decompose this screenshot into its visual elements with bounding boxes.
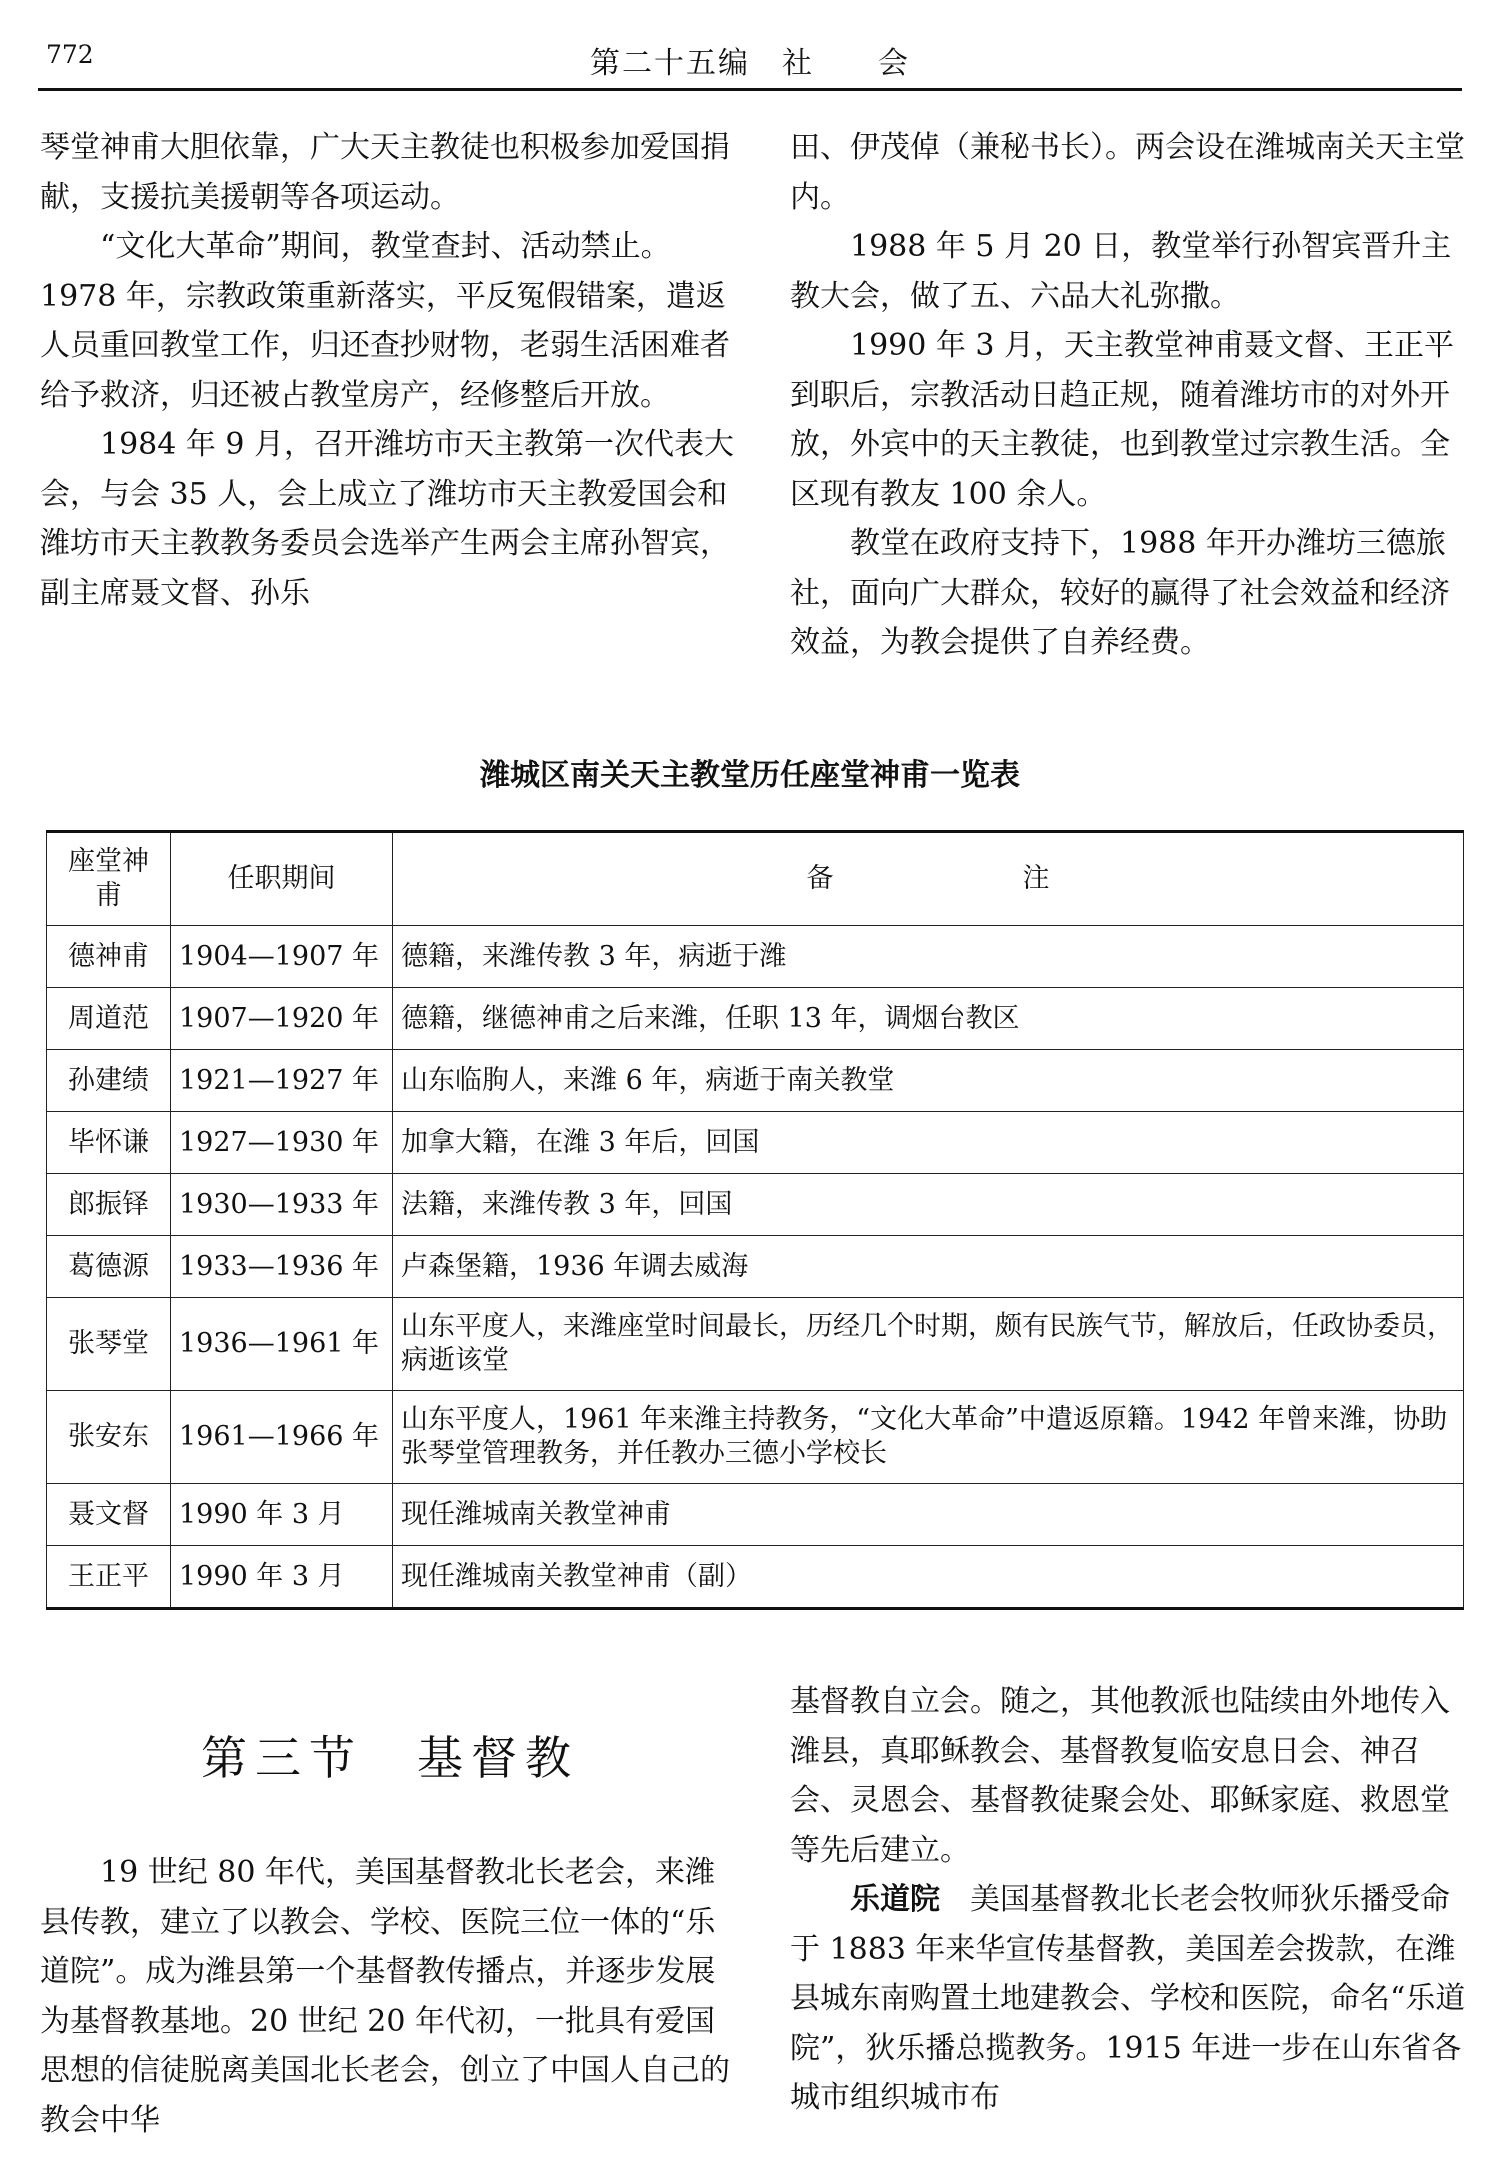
table-row [47, 1112, 1464, 1174]
table-row [47, 1546, 1464, 1609]
paragraph: 基督教自立会。随之，其他教派也陆续由外地传入潍县，真耶稣教会、基督教复临安息日会、神召会、灵恩会、基督教徒聚会处、耶稣家庭、救恩堂等先后建立。 [790, 1684, 1450, 1868]
table-header-row [47, 832, 1464, 926]
remark: 现任潍城南关教堂神甫（副） [393, 1546, 1464, 1609]
column-header: 座堂神甫 [47, 832, 171, 926]
header-rule [38, 88, 1462, 91]
tenure-period: 1961—1966 年 [171, 1391, 393, 1484]
remark: 法籍，来潍传教 3 年，回国 [393, 1174, 1464, 1236]
remark: 山东临朐人，来潍 6 年，病逝于南关教堂 [393, 1050, 1464, 1112]
paragraph: 琴堂神甫大胆依靠，广大天主教徒也积极参加爱国捐献，支援抗美援朝等各项运动。 [40, 130, 730, 215]
priest-name: 德神甫 [47, 926, 171, 988]
tenure-period: 1907—1920 年 [171, 988, 393, 1050]
page-number: 772 [46, 40, 94, 69]
priest-name: 郎振铎 [47, 1174, 171, 1236]
remark: 现任潍城南关教堂神甫 [393, 1484, 1464, 1546]
priest-name: 王正平 [47, 1546, 171, 1609]
table-row [47, 1391, 1464, 1484]
priest-name: 毕怀谦 [47, 1112, 171, 1174]
tenure-period: 1990 年 3 月 [171, 1484, 393, 1546]
remark: 山东平度人，来潍座堂时间最长，历经几个时期，颇有民族气节，解放后，任政协委员，病逝该堂 [393, 1298, 1464, 1391]
tenure-period: 1990 年 3 月 [171, 1546, 393, 1609]
lower-right-column [790, 1677, 1470, 2123]
running-head: 第二十五编 社 会 [590, 46, 910, 81]
entry-text: 美国基督教北长老会牧师狄乐播受命于 1883 年来华宣传基督教，美国差会拨款，在潍县城东南购置土地建教会、学校和医院，命名“乐道院”，狄乐播总揽教务。1915 年进一步在山东省各城市组织城市布 [790, 1882, 1466, 2115]
paragraph: “文化大革命”期间，教堂查封、活动禁止。1978 年，宗教政策重新落实，平反冤假错案，遣返人员重回教堂工作，归还查抄财物，老弱生活困难者给予救济，归还被占教堂房产，经修整后开放。 [40, 229, 730, 413]
table-row [47, 988, 1464, 1050]
remark: 德籍，来潍传教 3 年，病逝于潍 [393, 926, 1464, 988]
tenure-period: 1930—1933 年 [171, 1174, 393, 1236]
column-header: 任职期间 [171, 832, 393, 926]
remark: 卢森堡籍，1936 年调去威海 [393, 1236, 1464, 1298]
upper-left-column [40, 123, 740, 618]
priest-name: 葛德源 [47, 1236, 171, 1298]
priest-roster-table [46, 830, 1464, 1610]
priest-name: 周道范 [47, 988, 171, 1050]
table-row [47, 1484, 1464, 1546]
entry-heading: 乐道院 [850, 1882, 940, 1917]
table-row [47, 926, 1464, 988]
paragraph: 田、伊茂倬（兼秘书长）。两会设在潍城南关天主堂内。 [790, 130, 1465, 215]
table-title: 潍城区南关天主教堂历任座堂神甫一览表 [480, 758, 1020, 793]
tenure-period: 1904—1907 年 [171, 926, 393, 988]
table-row [47, 1050, 1464, 1112]
remark: 山东平度人，1961 年来潍主持教务，“文化大革命”中遣返原籍。1942 年曾来潍，协助张琴堂管理教务，并任教办三德小学校长 [393, 1391, 1464, 1484]
priest-name: 张安东 [47, 1391, 171, 1484]
lower-left-column [40, 1848, 740, 2145]
section-title: 第三节 基督教 [201, 1731, 579, 1785]
paragraph: 1988 年 5 月 20 日，教堂举行孙智宾晋升主教大会，做了五、六品大礼弥撒。 [790, 229, 1452, 314]
remark: 德籍，继德神甫之后来潍，任职 13 年，调烟台教区 [393, 988, 1464, 1050]
priest-name: 张琴堂 [47, 1298, 171, 1391]
table-row [47, 1236, 1464, 1298]
paragraph [790, 1875, 1470, 2123]
tenure-period: 1936—1961 年 [171, 1298, 393, 1391]
paragraph: 19 世纪 80 年代，美国基督教北长老会，来潍县传教，建立了以教会、学校、医院三位一体的“乐道院”。成为潍县第一个基督教传播点，并逐步发展为基督教基地。20 世纪 20 年代初，一批具有爱国思想的信徒脱离美国北长老会，创立了中国人自己的教会中华 [40, 1855, 730, 2138]
paragraph: 1984 年 9 月，召开潍坊市天主教第一次代表大会，与会 35 人，会上成立了潍坊市天主教爱国会和潍坊市天主教教务委员会选举产生两会主席孙智宾，副主席聂文督、孙乐 [40, 427, 735, 611]
table-row [47, 1174, 1464, 1236]
priest-name: 孙建绩 [47, 1050, 171, 1112]
paragraph: 1990 年 3 月，天主教堂神甫聂文督、王正平到职后，宗教活动日趋正规，随着潍坊市的对外开放，外宾中的天主教徒，也到教堂过宗教生活。全区现有教友 100 余人。 [790, 328, 1455, 512]
priest-name: 聂文督 [47, 1484, 171, 1546]
remark: 加拿大籍，在潍 3 年后，回国 [393, 1112, 1464, 1174]
column-header: 备 注 [393, 832, 1464, 926]
tenure-period: 1927—1930 年 [171, 1112, 393, 1174]
paragraph: 教堂在政府支持下，1988 年开办潍坊三德旅社，面向广大群众，较好的赢得了社会效益和经济效益，为教会提供了自养经费。 [790, 526, 1450, 660]
tenure-period: 1921—1927 年 [171, 1050, 393, 1112]
table-row [47, 1298, 1464, 1391]
tenure-period: 1933—1936 年 [171, 1236, 393, 1298]
upper-right-column [790, 123, 1470, 668]
